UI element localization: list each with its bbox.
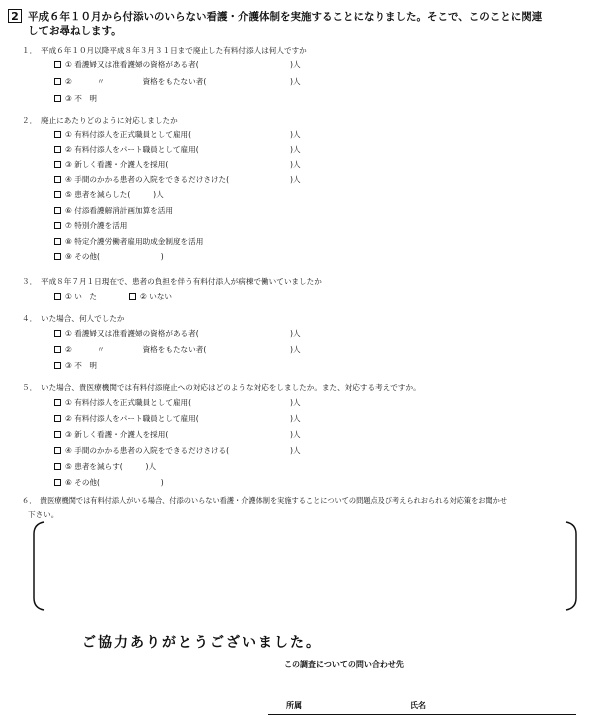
q1-option-2-unit: )人 <box>290 77 301 86</box>
q2-option-2[interactable]: ② 有料付添人をパート職員として雇用( <box>54 144 199 155</box>
q3-option-1[interactable]: ① い た <box>54 291 97 302</box>
q5-option-5[interactable]: ⑤ 患者を減らす( )人 <box>54 461 156 472</box>
section-intro-line2: してお尋ねします。 <box>28 25 122 37</box>
q5-option-3[interactable]: ③ 新しく看護・介護人を採用( <box>54 429 168 440</box>
q2-option-2-unit: )人 <box>290 145 301 154</box>
section-number: 2 <box>11 9 19 23</box>
question-5: ５． いた場合、貴医療機関では有料付添廃止への対応はどのような対応をしましたか。また、対応する考えですか。 <box>22 383 421 392</box>
q4-option-1[interactable]: ① 看護婦又は准看護婦の資格がある者( <box>54 328 199 339</box>
q4-option-2-unit: )人 <box>290 345 301 354</box>
question-4: ４． いた場合、何人でしたか <box>22 314 125 323</box>
name-label: 氏名 <box>410 701 426 710</box>
q1-option-1-unit: )人 <box>290 60 301 69</box>
q1-option-1[interactable]: ① 看護婦又は准看護婦の資格がある者( <box>54 59 199 70</box>
question-3: ３． 平成８年７月１日現在で、患者の負担を伴う有料付添人が病棟で働いていましたか <box>22 277 322 286</box>
q5-option-4-unit: )人 <box>290 446 301 455</box>
q5-option-2-unit: )人 <box>290 414 301 423</box>
contact-heading: この調査についての問い合わせ先 <box>284 660 404 669</box>
q5-option-1[interactable]: ① 有料付添人を正式職員として雇用( <box>54 397 191 408</box>
q2-option-4[interactable]: ④ 手間のかかる患者の入院をできるだけさけた( <box>54 174 229 185</box>
signature-underline[interactable] <box>268 714 576 715</box>
q5-option-1-unit: )人 <box>290 398 301 407</box>
q5-option-4[interactable]: ④ 手間のかかる患者の入院をできるだけさける( <box>54 445 229 456</box>
q2-option-7[interactable]: ⑦ 特別介護を活用 <box>54 220 127 231</box>
q5-option-3-unit: )人 <box>290 430 301 439</box>
q5-option-2[interactable]: ② 有料付添人をパート職員として雇用( <box>54 413 199 424</box>
q2-option-3-unit: )人 <box>290 160 301 169</box>
q2-option-3[interactable]: ③ 新しく看護・介護人を採用( <box>54 159 168 170</box>
question-6-line1: ６． 貴医療機関では有料付添人がいる場合、付添のいらない看護・介護体制を実施することについての問題点及び考えられおられる対応策をお聞かせ <box>22 496 508 505</box>
q1-option-3[interactable]: ③ 不 明 <box>54 93 97 104</box>
q2-option-6[interactable]: ⑥ 付添看護解消計画加算を活用 <box>54 205 173 216</box>
q2-option-5[interactable]: ⑤ 患者を減らした( )人 <box>54 189 164 200</box>
q2-option-4-unit: )人 <box>290 175 301 184</box>
q4-option-3[interactable]: ③ 不 明 <box>54 360 97 371</box>
question-6-line2: 下さい。 <box>28 510 59 519</box>
right-bracket <box>566 522 576 610</box>
left-bracket <box>34 522 44 610</box>
thanks-message: ご協力ありがとうございました。 <box>82 635 322 651</box>
q2-option-9[interactable]: ⑨ その他( ) <box>54 251 164 262</box>
q2-option-1-unit: )人 <box>290 130 301 139</box>
q2-option-1[interactable]: ① 有料付添人を正式職員として雇用( <box>54 129 191 140</box>
q2-option-8[interactable]: ⑧ 特定介護労働者雇用助成金制度を活用 <box>54 236 203 247</box>
q4-option-2[interactable]: ② 〃 資格をもたない者( <box>54 344 206 355</box>
q1-option-2[interactable]: ② 〃 資格をもたない者( <box>54 76 206 87</box>
section-intro-line1: 平成６年１０月から付添いのいらない看護・介護体制を実施することになりました。そこで、このことに関連 <box>28 11 543 23</box>
question-2: ２． 廃止にあたりどのように対応しましたか <box>22 116 178 125</box>
q3-option-2[interactable]: ② いない <box>129 291 172 302</box>
q4-option-1-unit: )人 <box>290 329 301 338</box>
affiliation-label: 所属 <box>286 701 302 710</box>
q5-option-6[interactable]: ⑥ その他( ) <box>54 477 164 488</box>
question-1: １． 平成６年１０月以降平成８年３月３１日まで廃止した有料付添人は何人ですか <box>22 46 307 55</box>
